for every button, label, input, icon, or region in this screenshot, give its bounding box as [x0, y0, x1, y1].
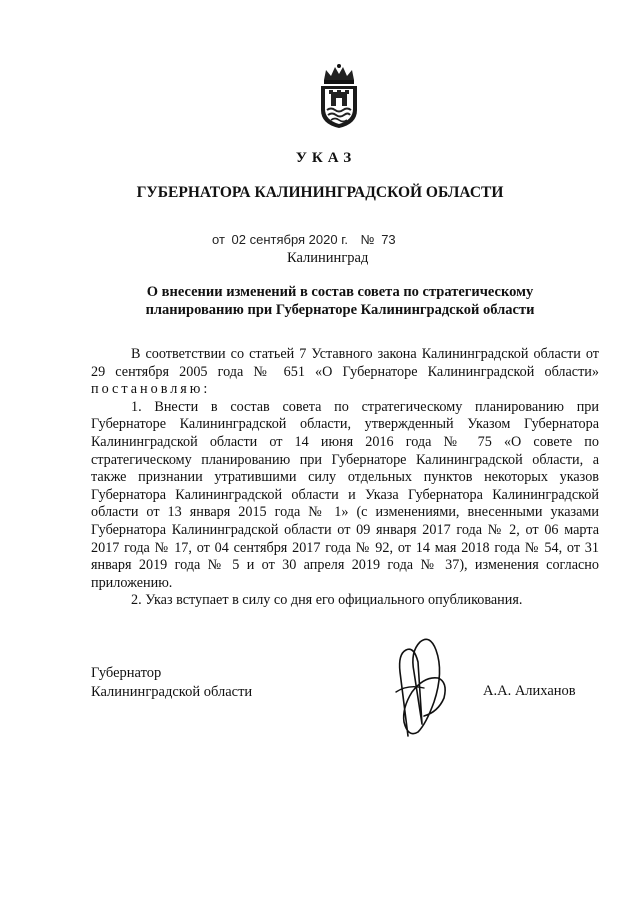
position-line-1: Губернатор	[91, 665, 162, 681]
preamble-paragraph	[91, 346, 599, 399]
document-date: 02 сентября 2020 г.	[231, 232, 348, 247]
document-body	[91, 346, 599, 610]
coat-of-arms-icon	[316, 62, 362, 130]
document-number: 73	[381, 232, 396, 247]
item-1-paragraph: 1. Внести в состав совета по стратегическому планированию при Губернаторе Калининградской области, утвержденный Указом Губернатора Калининградской области от 14 июня 2016 года № 75 «О совете по стратегическому планированию при Губернаторе Калининградской области, а также признании утратившими силу отдельных пунктов некоторых указов Губернатора Калининградской области и Указа Губернатора Калининградской области от 13 января 2015 года № 1» (с изменениями, внесенными указами Губернатора Калининградской области от 09 января 2017 года № 2, от 06 марта 2017 года № 17, от 04 сентября 2017 года № 92, от 14 мая 2018 года № 54, от 31 января 2019 года № 5 и от 30 апреля 2019 года № 37), изменения согласно приложению.	[91, 398, 599, 591]
signatory-name: А.А. Алиханов	[483, 683, 576, 699]
city: Калининград	[287, 250, 369, 266]
signatory-position	[91, 664, 252, 702]
document-issuer: ГУБЕРНАТОРА КАЛИНИНГРАДСКОЙ ОБЛАСТИ	[136, 184, 504, 201]
position-line-2: Калининградской области	[91, 684, 253, 700]
preamble-text: В соответствии со статьей 7 Уставного закона Калининградской области от 29 сентября 2005 года № 651 «О Губернаторе Калининградской области»	[91, 346, 599, 380]
date-line	[212, 232, 399, 247]
number-sign: №	[360, 232, 375, 247]
item-2-paragraph: 2. Указ вступает в силу со дня его официального опубликования.	[131, 592, 523, 609]
handwritten-signature	[378, 632, 454, 742]
decree-word: постановляю:	[91, 381, 211, 398]
document-subject: О внесении изменений в состав совета по стратегическому планированию при Губернаторе Калининградской области	[145, 284, 535, 318]
document-type: УКАЗ	[295, 150, 357, 166]
date-prefix: от	[212, 232, 225, 247]
